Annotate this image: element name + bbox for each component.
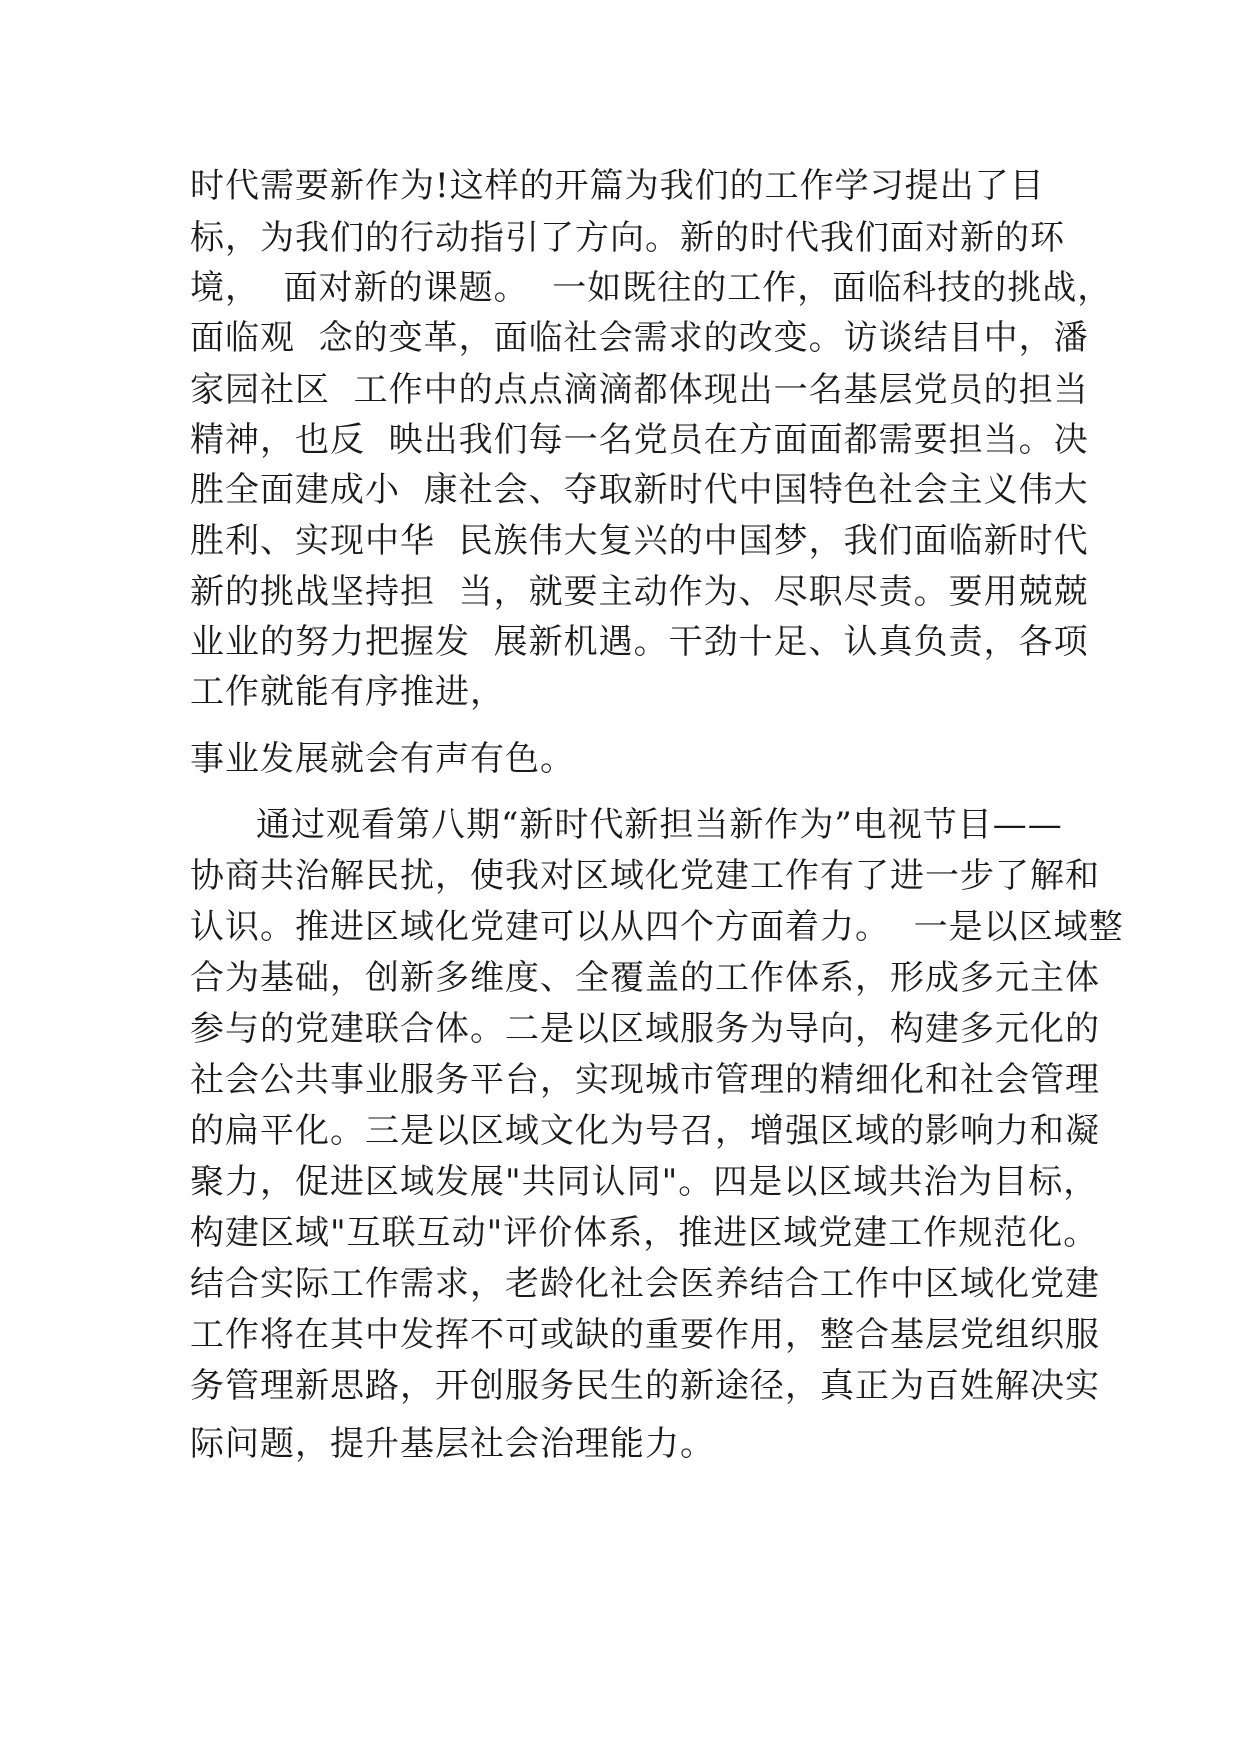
paragraph-3-line-3: 认识。推进区域化党建可以从四个方面着力。 一是以区域整 [190,907,1124,947]
paragraph-1-line-3: 境， 面对新的课题。 一如既往的工作，面临科技的挑战， [190,268,1113,308]
paragraph-3-line-9: 构建区域"互联互动"评价体系，推进区域党建工作规范化。 [190,1213,1099,1253]
paragraph-2-line-1: 事业发展就会有声有色。 [190,739,575,779]
paragraph-1-line-2: 标，为我们的行动指引了方向。新的时代我们面对新的环 [190,218,1065,258]
paragraph-3-line-5: 参与的党建联合体。二是以区域服务为导向，构建多元化的 [190,1009,1100,1049]
paragraph-1-line-6: 精神，也反 映出我们每一名党员在方面面都需要担当。决 [190,420,1089,460]
paragraph-3-line-11: 工作将在其中发挥不可或缺的重要作用，整合基层党组织服 [190,1315,1100,1355]
paragraph-1-line-5: 家园社区 工作中的点点滴滴都体现出一名基层党员的担当 [190,370,1089,410]
paragraph-1-line-8: 胜利、实现中华 民族伟大复兴的中国梦，我们面临新时代 [190,521,1089,561]
paragraph-3-line-4: 合为基础，创新多维度、全覆盖的工作体系，形成多元主体 [190,958,1100,998]
paragraph-3-line-8: 聚力，促进区域发展"共同认同"。四是以区域共治为目标， [190,1162,1099,1202]
paragraph-1-line-4: 面临观 念的变革，面临社会需求的改变。访谈结目中，潘 [190,318,1089,358]
paragraph-3-line-6: 社会公共事业服务平台，实现城市管理的精细化和社会管理 [190,1060,1100,1100]
paragraph-1-line-9: 新的挑战坚持担 当，就要主动作为、尽职尽责。要用兢兢 [190,572,1089,612]
paragraph-3-line-7: 的扁平化。三是以区域文化为号召，增强区域的影响力和凝 [190,1111,1100,1151]
paragraph-3-line-1: 通过观看第八期“新时代新担当新作为”电视节目—— [256,805,1063,845]
paragraph-3-line-2: 协商共治解民扰，使我对区域化党建工作有了进一步了解和 [190,856,1100,896]
paragraph-4-line-1: 际问题，提升基层社会治理能力。 [190,1424,715,1464]
paragraph-1-line-7: 胜全面建成小 康社会、夺取新时代中国特色社会主义伟大 [190,470,1089,510]
paragraph-3-line-10: 结合实际工作需求，老龄化社会医养结合工作中区域化党建 [190,1264,1100,1304]
paragraph-1-line-1: 时代需要新作为!这样的开篇为我们的工作学习提出了目 [190,166,1045,206]
paragraph-3-line-12: 务管理新思路，开创服务民生的新途径，真正为百姓解决实 [190,1366,1100,1406]
paragraph-1-line-11: 工作就能有序推进， [190,672,505,712]
paragraph-1-line-10: 业业的努力把握发 展新机遇。干劲十足、认真负责，各项 [190,622,1089,662]
